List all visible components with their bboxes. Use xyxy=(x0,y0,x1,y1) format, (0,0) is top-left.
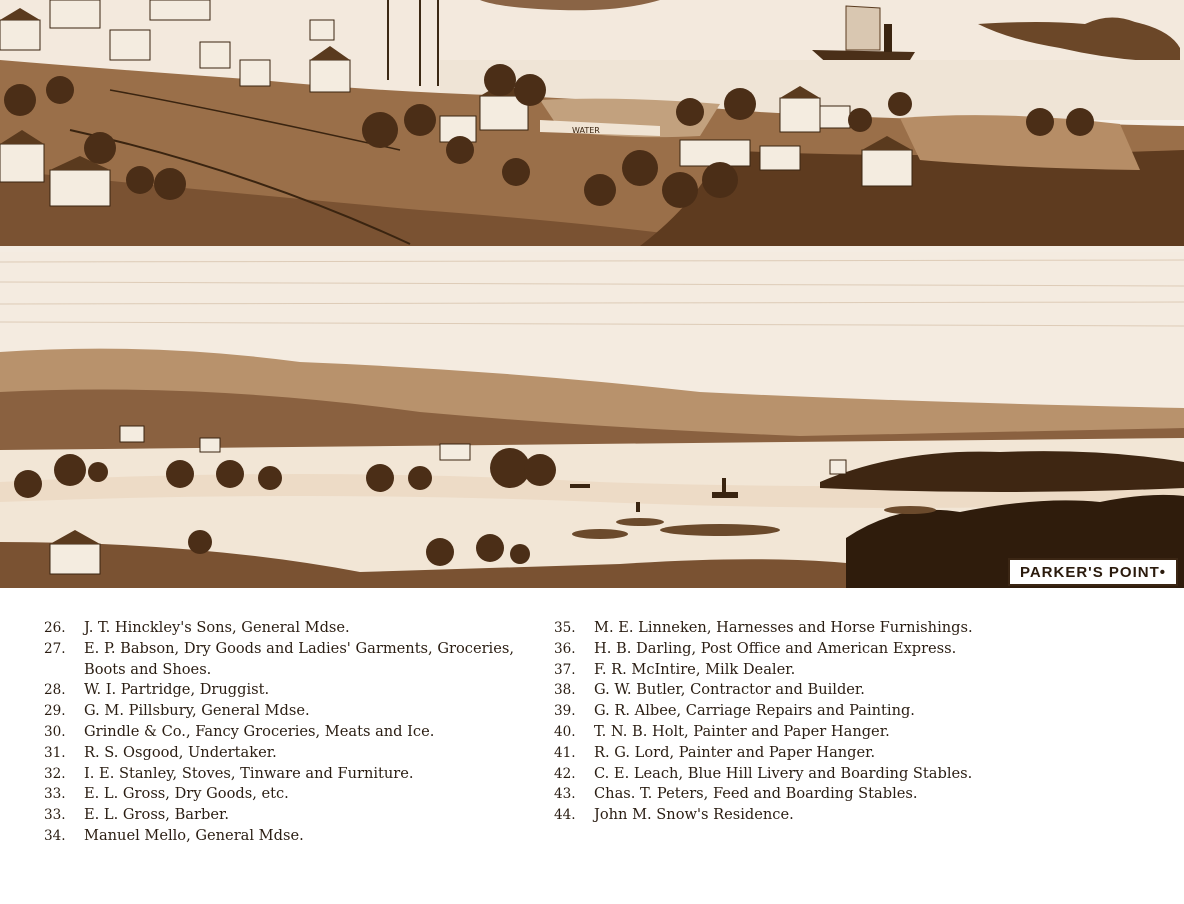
legend-entry xyxy=(44,743,514,764)
legend-entry xyxy=(44,701,514,722)
legend-entry xyxy=(44,826,514,847)
legend-entry xyxy=(554,618,1004,639)
entry-text: G. R. Albee, Carriage Repairs and Painting. xyxy=(594,702,915,720)
entry-number: 33. xyxy=(44,786,66,803)
entry-text: R. G. Lord, Painter and Paper Hanger. xyxy=(594,743,876,761)
entry-text: E. L. Gross, Barber. xyxy=(84,806,229,824)
top-illustration xyxy=(0,0,1184,246)
water-street-label: WATER xyxy=(572,126,600,135)
entry-text: G. W. Butler, Contractor and Builder. xyxy=(594,681,865,699)
entry-text: R. S. Osgood, Undertaker. xyxy=(84,743,277,761)
entry-number: 40. xyxy=(554,723,576,740)
entry-text: T. N. B. Holt, Painter and Paper Hanger. xyxy=(594,722,890,740)
legend-entry xyxy=(554,743,1004,764)
entry-text: W. I. Partridge, Druggist. xyxy=(84,681,270,699)
harbor-view-drawing xyxy=(0,252,1184,588)
entry-text: Chas. T. Peters, Feed and Boarding Stables. xyxy=(594,785,918,803)
entry-number: 30. xyxy=(44,723,66,740)
entry-text: H. B. Darling, Post Office and American Express. xyxy=(594,639,957,657)
legend-entry xyxy=(44,639,514,681)
town-view-drawing xyxy=(0,0,1184,246)
legend-entry xyxy=(554,639,1004,660)
legend-entry xyxy=(44,722,514,743)
legend-entry xyxy=(554,784,1004,805)
entry-number: 28. xyxy=(44,682,66,699)
legend-entry xyxy=(554,722,1004,743)
legend-entry xyxy=(44,784,514,805)
entry-text: E. P. Babson, Dry Goods and Ladies' Garments, Groceries, Boots and Shoes. xyxy=(84,639,514,678)
legend-left-column xyxy=(44,618,514,847)
entry-number: 35. xyxy=(554,620,576,636)
entry-text: F. R. McIntire, Milk Dealer. xyxy=(594,660,796,678)
entry-text: J. T. Hinckley's Sons, General Mdse. xyxy=(84,619,350,636)
entry-text: E. L. Gross, Dry Goods, etc. xyxy=(84,785,289,803)
entry-number: 42. xyxy=(554,765,576,782)
legend-entry xyxy=(44,805,514,826)
bottom-illustration xyxy=(0,252,1184,588)
entry-number: 29. xyxy=(44,703,66,720)
entry-number: 26. xyxy=(44,620,66,636)
entry-number: 33. xyxy=(44,807,66,824)
legend-entry xyxy=(554,680,1004,701)
legend-right-column xyxy=(554,618,1004,826)
entry-text: C. E. Leach, Blue Hill Livery and Boarding Stables. xyxy=(594,764,973,782)
entry-text: I. E. Stanley, Stoves, Tinware and Furniture. xyxy=(84,764,414,782)
entry-number: 44. xyxy=(554,807,576,824)
entry-number: 39. xyxy=(554,703,576,720)
entry-number: 36. xyxy=(554,640,576,657)
entry-number: 32. xyxy=(44,765,66,782)
entry-text: John M. Snow's Residence. xyxy=(594,806,794,824)
entry-number: 41. xyxy=(554,744,576,761)
entry-number: 27. xyxy=(44,640,66,657)
legend-entry xyxy=(554,701,1004,722)
entry-text: M. E. Linneken, Harnesses and Horse Furnishings. xyxy=(594,619,973,636)
legend-entry xyxy=(554,764,1004,785)
business-legend xyxy=(0,618,1184,888)
legend-entry xyxy=(44,680,514,701)
entry-text: Grindle & Co., Fancy Groceries, Meats and Ice. xyxy=(84,722,435,740)
entry-number: 31. xyxy=(44,744,66,761)
entry-number: 37. xyxy=(554,661,576,678)
legend-entry xyxy=(44,618,514,639)
entry-number: 38. xyxy=(554,682,576,699)
entry-number: 34. xyxy=(44,827,66,844)
legend-entry xyxy=(554,660,1004,681)
entry-text: G. M. Pillsbury, General Mdse. xyxy=(84,702,310,720)
legend-entry xyxy=(44,764,514,785)
entry-text: Manuel Mello, General Mdse. xyxy=(84,826,304,844)
legend-entry xyxy=(554,805,1004,826)
entry-number: 43. xyxy=(554,786,576,803)
location-caption: PARKER'S POINT• xyxy=(1008,558,1178,586)
